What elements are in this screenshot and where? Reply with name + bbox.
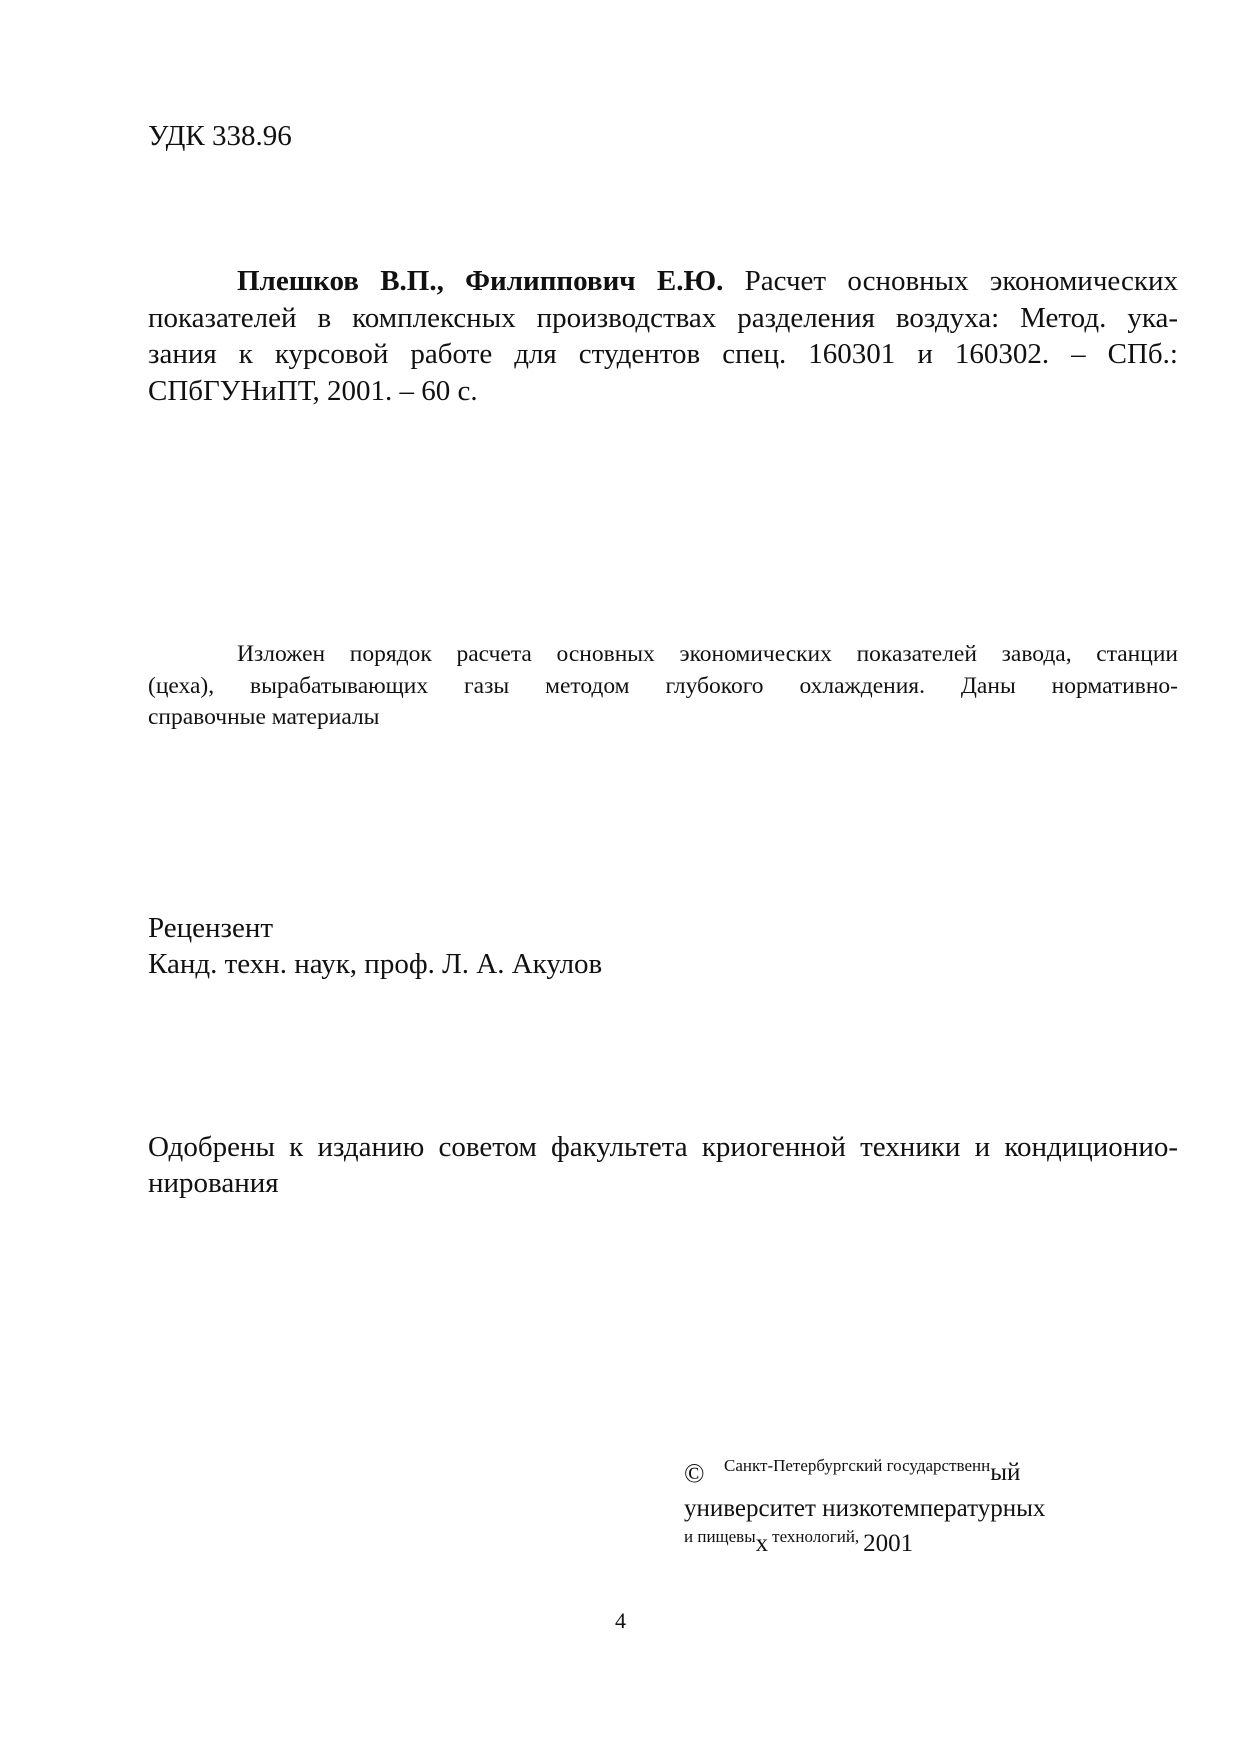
copyright-year: 2001	[863, 1530, 914, 1557]
approval-line-2: нирования	[148, 1167, 279, 1199]
copyright-big-text-1: ый	[990, 1459, 1021, 1486]
annotation	[148, 639, 1178, 734]
bibliographic-description	[148, 263, 1178, 409]
reviewer-block	[148, 910, 602, 982]
copyright-line-3	[684, 1527, 913, 1558]
copyright-small-text-3: технологий,	[772, 1527, 860, 1546]
copyright-small-text-1: Санкт-Петербургский государственн	[724, 1456, 991, 1475]
biblio-line-1	[148, 263, 1178, 300]
reviewer-name: Канд. техн. наук, проф. Л. А. Акулов	[148, 948, 603, 980]
reviewer-heading: Рецензент	[148, 912, 274, 944]
biblio-line-4: СПбГУНиПТ, 2001. – 60 с.	[148, 374, 478, 407]
biblio-line-2: показателей в комплексных производствах разделения воздуха: Метод. ука-	[148, 301, 1178, 334]
biblio-line-3: зания к курсовой работе для студентов спец. 160301 и 160302. – СПб.:	[148, 338, 1178, 370]
authors: Плешков В.П., Филиппович Е.Ю.	[237, 265, 724, 297]
copyright-big-text-2: х	[755, 1530, 769, 1557]
copyright-small-text-2: и пищевы	[684, 1527, 756, 1546]
copyright-line-1	[724, 1456, 1020, 1487]
page-number: 4	[615, 1608, 626, 1633]
annotation-line-3: справочные материалы	[148, 704, 380, 730]
udk-code: УДК 338.96	[148, 120, 292, 152]
approval-note	[148, 1129, 1178, 1201]
copyright-sign: ©	[684, 1458, 705, 1488]
copyright-line-2: университет низкотемпературных	[684, 1495, 1046, 1522]
annotation-line-2: (цеха), вырабатывающих газы методом глубокого охлаждения. Даны нормативно-	[148, 672, 1178, 699]
approval-line-1: Одобрены к изданию советом факультета криогенной техники и кондиционио-	[148, 1131, 1178, 1163]
annotation-line-1: Изложен порядок расчета основных экономических показателей завода, станции	[237, 641, 1178, 667]
title-start: Расчет основных экономических	[744, 265, 1178, 297]
